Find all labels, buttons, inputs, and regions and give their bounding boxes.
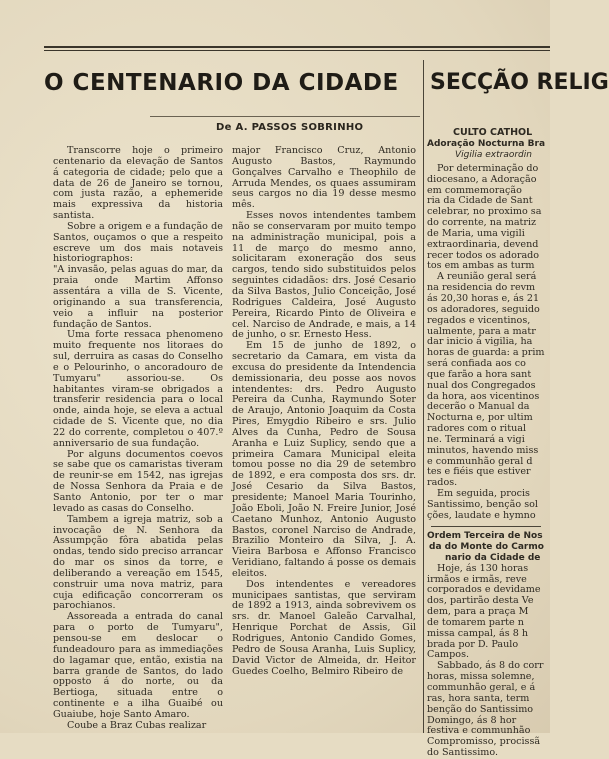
text-line: será confiada aos co — [427, 358, 526, 370]
section-subtitle: Adoração Nocturna Bra — [427, 138, 546, 149]
text-line: Em seguida, procis — [437, 488, 530, 500]
text-line: festiva e communhão — [427, 725, 531, 737]
separator — [431, 526, 541, 527]
text-line: de Maria, uma vigili — [427, 227, 525, 239]
paragraph-lines — [427, 564, 550, 662]
text-line: decerão o Manual da — [427, 401, 530, 413]
paragraph: Assoreada a entrada do canal para o porto de Tumyaru", pensou-se em deslocar o fundeadouro para as immediações do lagamar que, então, existia na barra grande de Santos, do lado opposto á do norte, ou da Bertioga, situada entre o continente e a ilha Guaibé ou Guaiube, hoje Santo Amaro. — [53, 611, 223, 720]
paragraph: Tambem a igreja matriz, sob a invocação de N. Senhora da Assumpção fôra abatida pelas ondas, tendo sido preciso arrancar do mar os sinos da torre, e deliberando a vereação em 1545, construir uma nova matriz, para cuja edificação concorreram os parochianos. — [53, 513, 223, 612]
section-subtitle: nario da Cidade de — [445, 552, 541, 563]
text-line: minutos, havendo miss — [427, 444, 539, 456]
byline: De A. PASSOS SOBRINHO — [216, 122, 364, 133]
text-line: os adoradores, seguido — [427, 303, 540, 315]
text-line: Campos. — [427, 649, 470, 661]
text-line: tos em ambas as turm — [427, 260, 535, 272]
text-line: ras, hora santa, term — [427, 692, 530, 704]
text-line: Sabbado, ás 8 do corr — [437, 660, 544, 672]
text-line: e communhão geral d — [427, 455, 533, 467]
text-line: diocesano, a Adoração — [427, 173, 537, 185]
text-line: brada por D. Paulo — [427, 638, 519, 650]
text-line: do corrente, na matriz — [427, 217, 537, 229]
religious-section-column — [427, 127, 550, 759]
paragraph-lines — [427, 489, 550, 522]
text-line: celebrar, no proximo sa — [427, 206, 542, 218]
text-line: corporados e devidame — [427, 584, 541, 596]
text-line: benção do Santissimo — [427, 703, 534, 715]
text-line: que farão a hora sant — [427, 368, 532, 380]
paragraph-lines — [427, 164, 550, 272]
text-line: da hora, aos vicentinos — [427, 390, 540, 402]
text-line: Domingo, ás 8 hor — [427, 714, 517, 726]
section-subtitle: CULTO CATHOL — [453, 127, 533, 138]
text-line: missa campal, ás 8 h — [427, 627, 529, 639]
section-subtitle: Ordem Terceira de Nos — [427, 530, 543, 541]
text-line: irmãos e irmãs, reve — [427, 573, 527, 585]
text-line: extraordinaria, devend — [427, 238, 539, 250]
text-line: radores com o ritual — [427, 423, 527, 435]
section-heading: SECÇÃO RELIG — [430, 70, 609, 95]
text-line: ualmente, para a matr — [427, 325, 536, 337]
text-line: ções, laudate e hymno — [427, 509, 536, 521]
headline: O CENTENARIO DA CIDADE — [44, 70, 399, 96]
paragraph: major Francisco Cruz, Antonio Augusto Bastos, Raymundo Gonçalves Carvalho e Theophilo de Arruda Mendes, os quaes assumiram seus cargos no dia 19 desse mesmo mês. — [232, 145, 416, 211]
text-line: regados e vicentinos, — [427, 314, 531, 326]
article-column-1 — [53, 146, 223, 733]
text-line: dem, para a praça M — [427, 606, 529, 618]
text-line: Compromisso, procissã — [427, 736, 541, 748]
article-column-2 — [232, 146, 416, 733]
paragraph: Coube a Braz Cubas realizar — [67, 719, 207, 731]
column-divider — [423, 60, 424, 733]
text-line: na residencia do revm — [427, 282, 536, 294]
text-line: horas, missa solemne, — [427, 671, 535, 683]
text-line: em commemoração — [427, 184, 522, 196]
section-subtitle: da do Monte do Carmo — [429, 541, 544, 552]
text-line: dos, partirão desta Ve — [427, 595, 534, 607]
paragraph: Dos intendentes e vereadores municipaes santistas, que serviram de 1892 a 1913, ainda sobrevivem os srs. dr. Manoel Galeão Carvalhal, Henrique Porchat de Assis, Gil Rodrigues, Antonio Candido Gomes, Pedro de Sousa Aranha, Luis Suplicy, David Victor de Almeida, dr. Heitor Guedes Coelho, Belmiro Ribeiro de — [232, 578, 416, 677]
text-line: tes e fiéis que estiver — [427, 466, 531, 478]
byline-rule — [150, 116, 420, 117]
text-line: A reunião geral será — [437, 271, 537, 283]
paragraph: Uma forte ressaca phenomeno muito frequente nos litoraes do sul, derruira as casas do Conselho e o Pelourinho, o ancoradouro de Tumyaru" assoriou-se. Os habitantes viram-se obrigados a transferir residencia para o local onde, ainda hoje, se eleva a actual cidade de S. Vicente que, no dia 22 do corrente, completou o 407.º anniversario de sua fundação. — [53, 329, 223, 449]
text-line: nual dos Congregados — [427, 379, 536, 391]
paragraph: Sobre a origem e a fundação de Santos, ouçamos o que a respeito escreve um dos mais notaveis historiographos: — [53, 220, 223, 265]
paragraph: Em 15 de junho de 1892, o secretario da Camara, em vista da excusa do presidente da Intendencia demissionaria, deu posse aos novos intendentes: drs. Pedro Augusto Pereira da Cunha, Raymundo Soter de Araujo, Antonio Joaquim da Costa Pires, Emygdio Ribeiro e srs. Julio Alves da Cunha, Pedro de Sousa Aranha e Luiz Suplicy, sendo que a primeira Camara Municipal eleita tomou posse no dia 29 de setembro de 1892, e era composta dos srs. dr. José Cesario da Silva Bastos, presidente; Manoel Maria Tourinho, João Eboli, João N. Freire Junior, José Caetano Munhoz, Antonio Augusto Bastos, coronel Narciso de Andrade, Brazilio Monteiro da Silva, J. A. Vieira Barbosa e Affonso Francisco Veridiano, faltando á posse os demais eleitos. — [232, 340, 416, 579]
text-line: Por determinação do — [437, 162, 539, 174]
text-line: Hoje, ás 130 horas — [437, 562, 529, 574]
text-line: rados. — [427, 477, 458, 489]
text-line: recer todos os adorado — [427, 249, 540, 261]
section-subtitle: Vigilia extraordin — [455, 149, 532, 160]
text-line: do Santissimo. — [427, 747, 499, 759]
top-rule — [44, 46, 550, 48]
paragraph: Esses novos intendentes tambem não se conservaram por muito tempo na administração municipal, pois a 11 de março do mesmo anno, solicitaram exoneração dos seus cargos, tendo sido substituidos pelos seguintes cidadãos: drs. José Cesario da Silva Bastos, Julio Conceição, José Rodrigues Caldeira, José Augusto Pereira, Ricardo Pinto de Oliveira e cel. Narciso de Andrade, e mais, a 14 de junho, o sr. Ernesto Hess. — [232, 210, 416, 341]
text-line: Nocturna e, por ultim — [427, 412, 533, 424]
text-line: de tomarem parte n — [427, 616, 524, 628]
text-line: dar inicio á vigilia, ha — [427, 336, 533, 348]
paragraph-lines — [427, 661, 550, 759]
paragraph-lines — [427, 272, 550, 489]
text-line: Santissimo, benção sol — [427, 499, 538, 510]
top-rule-thin — [44, 50, 550, 51]
paragraph: Transcorre hoje o primeiro centenario da elevação de Santos á categoria de cidade; pelo que a data de 26 de Janeiro se tornou, com justa razão, a ephemeride mais expressiva da historia santista. — [53, 145, 223, 222]
paragraph: "A invasão, pelas aguas do mar, da praia onde Martim Affonso assentára a villa de S. Vicente, originando a sua transferencia, veio a influir na posterior fundação de Santos. — [53, 264, 223, 330]
text-line: ás 20,30 horas e, ás 21 — [427, 292, 540, 304]
text-line: horas de guarda: a prim — [427, 347, 545, 359]
paragraph: Por alguns documentos coevos se sabe que os camaristas tiveram de reunir-se em 1542, nas igrejas de Nossa Senhora da Praia e de Santo Antonio, por ter o mar levado as casas do Conselho. — [53, 448, 223, 514]
text-line: communhão geral, e á — [427, 681, 536, 693]
text-line: ria da Cidade de Sant — [427, 195, 533, 207]
text-line: ne. Terminará a vigi — [427, 433, 525, 445]
